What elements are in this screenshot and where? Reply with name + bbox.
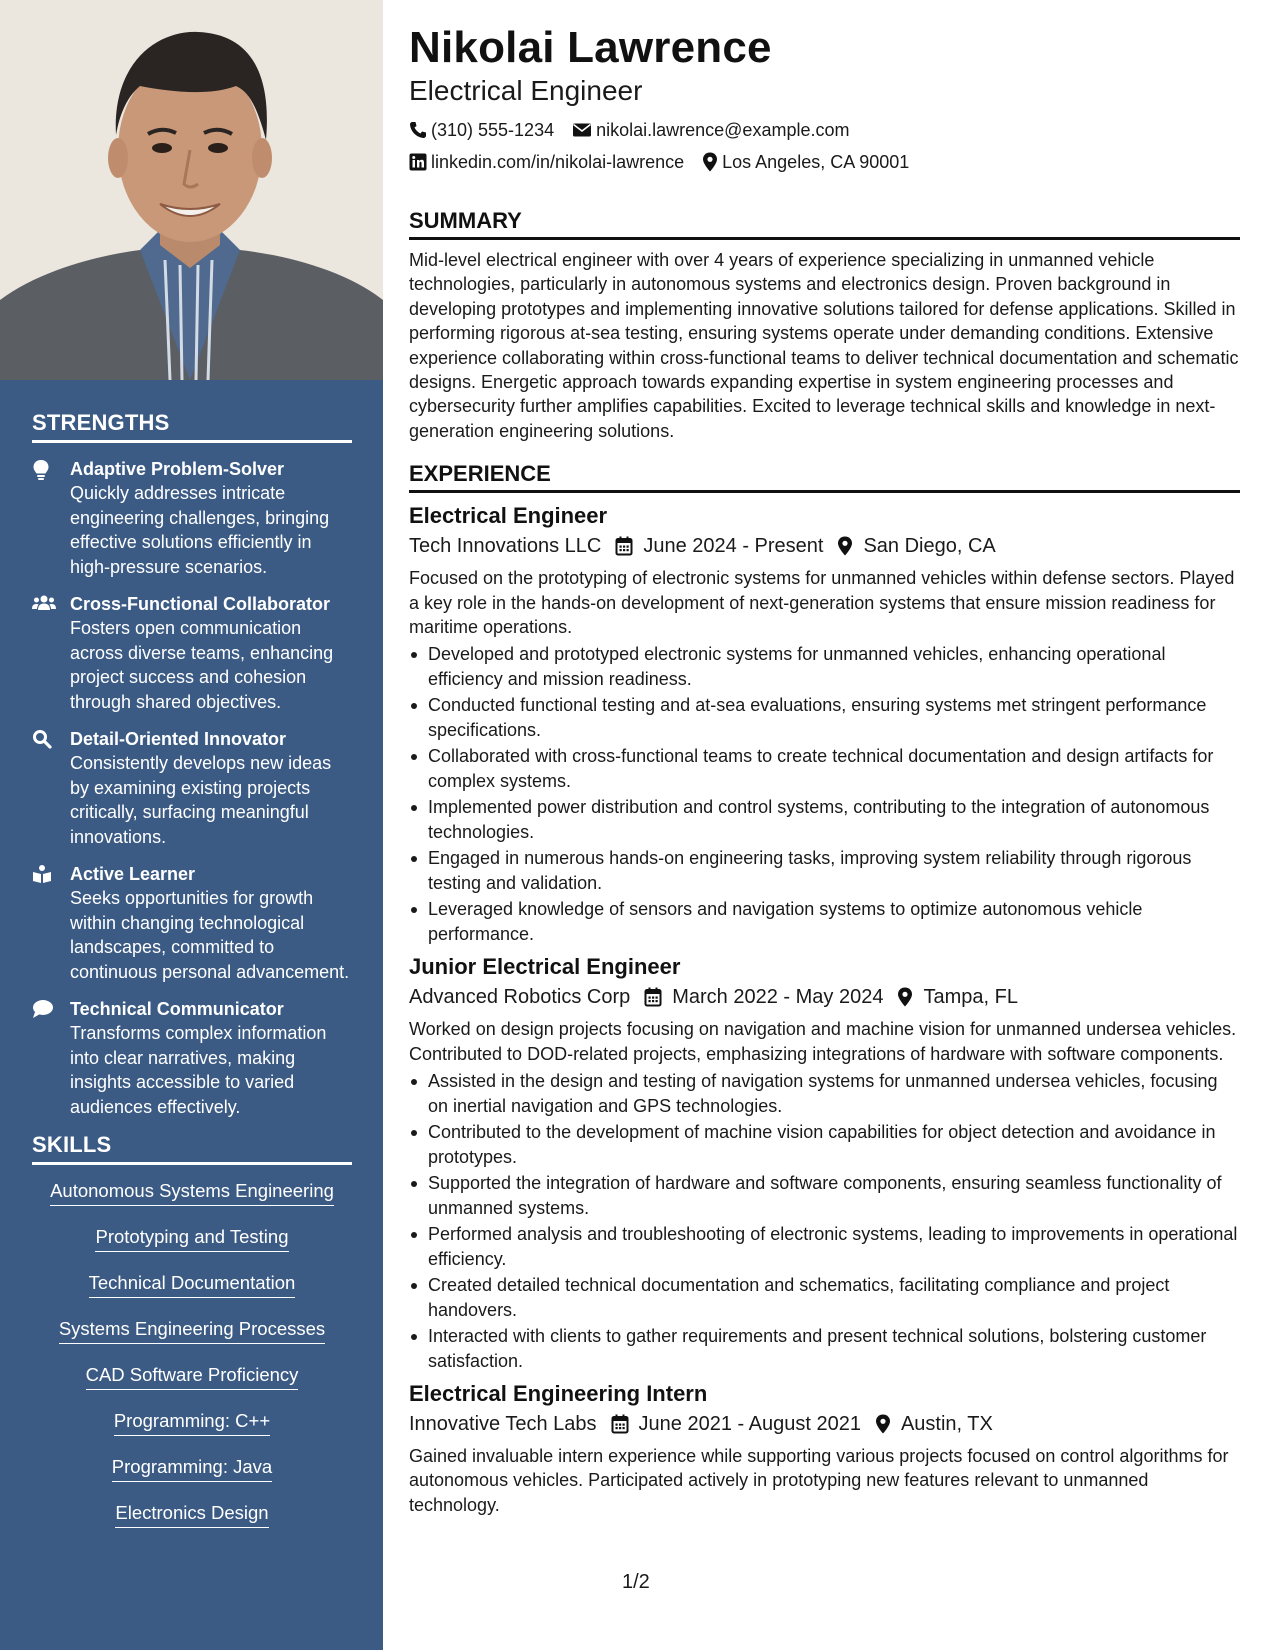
users-icon [32, 592, 70, 714]
job-bullets [409, 642, 1240, 946]
strength-desc: Consistently develops new ideas by examining existing projects critically, surfacing meaningful innovations. [70, 753, 332, 847]
lightbulb-icon [32, 457, 70, 579]
map-pin-icon [837, 536, 853, 556]
strength-item [32, 457, 352, 579]
strength-item [32, 727, 352, 849]
job-title: Junior Electrical Engineer [409, 954, 681, 980]
location-text: Los Angeles, CA 90001 [722, 152, 910, 172]
candidate-role: Electrical Engineer [409, 75, 643, 106]
skills-heading: SKILLS [32, 1132, 352, 1165]
page-number: 1/2 [622, 1571, 650, 1593]
strength-item [32, 997, 352, 1119]
job-location [875, 1409, 993, 1439]
location-contact [702, 146, 909, 178]
main-content [409, 22, 1240, 1523]
email-text: nikolai.lawrence@example.com [596, 120, 850, 140]
map-pin-icon [875, 1414, 891, 1434]
summary-heading: SUMMARY [409, 207, 1240, 240]
job-meta [409, 531, 1240, 561]
job-location-text: Austin, TX [900, 1412, 993, 1435]
job-meta [409, 1409, 1240, 1439]
job-bullet: Created detailed technical documentation and schematics, facilitating compliance and project handovers. [409, 1273, 1240, 1322]
reader-icon [32, 862, 70, 984]
job-dates-text: June 2024 - Present [643, 535, 824, 558]
skill-item: CAD Software Proficiency [86, 1363, 299, 1390]
job-location-text: San Diego, CA [863, 535, 996, 558]
strengths-heading: STRENGTHS [32, 410, 352, 443]
skill-item: Programming: C++ [114, 1409, 270, 1436]
strength-item [32, 592, 352, 714]
strength-desc: Fosters open communication across diverse teams, enhancing project success and cohesion through shared objectives. [70, 618, 334, 712]
skill-item: Prototyping and Testing [95, 1225, 288, 1252]
job-location-text: Tampa, FL [923, 986, 1018, 1009]
job-company: Advanced Robotics Corp [409, 986, 631, 1009]
job-bullet: Supported the integration of hardware and software components, ensuring seamless functionality of unmanned systems. [409, 1171, 1240, 1220]
search-icon [32, 727, 70, 849]
job-bullet: Developed and prototyped electronic systems for unmanned vehicles, enhancing operational efficiency and mission readiness. [409, 642, 1240, 691]
sidebar-content [32, 410, 352, 1547]
job-summary: Worked on design projects focusing on navigation and machine vision for unmanned undersea vehicles. Contributed to DOD-related projects, emphasizing integrations of hardware with software components. [409, 1019, 1237, 1064]
skill-item: Technical Documentation [89, 1271, 296, 1298]
job-location [837, 531, 995, 561]
job-summary: Focused on the prototyping of electronic systems for unmanned vehicles within defense sectors. Played a key role in the hands-on development of next-generation systems that ensure mission readiness for maritime operations. [409, 568, 1235, 638]
skills-list [32, 1179, 352, 1547]
job-dates [611, 1409, 861, 1439]
candidate-name: Nikolai Lawrence [409, 23, 772, 72]
job-dates [615, 531, 823, 561]
job-entry [409, 501, 1240, 946]
job-bullet: Interacted with clients to gather requirements and present technical solutions, bolstering customer satisfaction. [409, 1324, 1240, 1373]
contact-row [409, 114, 1240, 146]
skill-item: Electronics Design [115, 1501, 268, 1528]
phone-contact[interactable] [409, 114, 554, 146]
email-contact[interactable] [572, 114, 849, 146]
sidebar [0, 0, 383, 1650]
job-bullet: Leveraged knowledge of sensors and navigation systems to optimize autonomous vehicle performance. [409, 897, 1240, 946]
strength-desc: Transforms complex information into clear narratives, making insights accessible to varied audiences effectively. [70, 1023, 327, 1117]
calendar-icon [611, 1414, 629, 1434]
job-dates-text: March 2022 - May 2024 [672, 986, 884, 1009]
strength-title: Active Learner [70, 864, 196, 884]
job-bullet: Contributed to the development of machine vision capabilities for object detection and avoidance in prototypes. [409, 1120, 1240, 1169]
job-company: Tech Innovations LLC [409, 535, 602, 558]
job-entry [409, 952, 1240, 1373]
job-bullet: Implemented power distribution and control systems, contributing to the integration of autonomous technologies. [409, 795, 1240, 844]
phone-text: (310) 555-1234 [431, 120, 555, 140]
strength-item [32, 862, 352, 984]
calendar-icon [644, 987, 662, 1007]
job-bullet: Performed analysis and troubleshooting of electronic systems, leading to improvements in operational efficiency. [409, 1222, 1240, 1271]
job-title: Electrical Engineering Intern [409, 1380, 708, 1406]
linkedin-contact[interactable] [409, 146, 684, 178]
map-pin-icon [897, 987, 913, 1007]
envelope-icon [572, 122, 592, 138]
strength-title: Cross-Functional Collaborator [70, 594, 331, 614]
job-meta [409, 982, 1240, 1012]
skill-item: Systems Engineering Processes [59, 1317, 325, 1344]
job-dates [644, 982, 883, 1012]
strength-desc: Seeks opportunities for growth within changing technological landscapes, committed to continuous personal advancement. [70, 888, 350, 982]
job-bullet: Engaged in numerous hands-on engineering tasks, improving system reliability through rigorous testing and validation. [409, 846, 1240, 895]
linkedin-icon [409, 153, 427, 171]
job-location [897, 982, 1017, 1012]
profile-photo [0, 0, 383, 380]
experience-heading: EXPERIENCE [409, 460, 1240, 493]
strength-title: Adaptive Problem-Solver [70, 459, 285, 479]
job-bullets [409, 1069, 1240, 1373]
phone-icon [409, 121, 427, 139]
skill-item: Programming: Java [112, 1455, 272, 1482]
job-bullet: Conducted functional testing and at-sea evaluations, ensuring systems met stringent performance specifications. [409, 693, 1240, 742]
strength-title: Detail-Oriented Innovator [70, 729, 287, 749]
strength-desc: Quickly addresses intricate engineering challenges, bringing effective solutions efficiently in high-pressure scenarios. [70, 483, 330, 577]
job-entry [409, 1379, 1240, 1517]
strength-title: Technical Communicator [70, 999, 284, 1019]
contact-row [409, 146, 1240, 178]
calendar-icon [615, 536, 633, 556]
job-bullet: Collaborated with cross-functional teams to create technical documentation and design artifacts for complex systems. [409, 744, 1240, 793]
map-pin-icon [702, 152, 718, 172]
summary-text: Mid-level electrical engineer with over 4 years of experience specializing in unmanned vehicle technologies, particularly in autonomous systems and electronics design. Proven background in developing prototypes and implementing innovative solutions tailored for defense applications. Skilled in performing rigorous at-sea testing, ensuring systems operate under demanding conditions. Extensive experience collaborating within cross-functional teams to deliver technical documentation and schematic designs. Energetic approach towards expanding expertise in system engineering processes and cybersecurity further amplifies capabilities. Excited to leverage technical skills and knowledge in next-generation engineering solutions. [409, 250, 1239, 441]
comment-icon [32, 997, 70, 1119]
job-company: Innovative Tech Labs [409, 1412, 597, 1435]
skill-item: Autonomous Systems Engineering [50, 1179, 334, 1206]
job-summary: Gained invaluable intern experience while supporting various projects focused on control algorithms for autonomous vehicles. Participated actively in prototyping new features relevant to unmanned technology. [409, 1445, 1229, 1515]
linkedin-text: linkedin.com/in/nikolai-lawrence [431, 152, 685, 172]
job-title: Electrical Engineer [409, 503, 608, 529]
job-dates-text: June 2021 - August 2021 [638, 1412, 861, 1435]
job-bullet: Assisted in the design and testing of navigation systems for unmanned undersea vehicles, focusing on inertial navigation and GPS technologies. [409, 1069, 1240, 1118]
